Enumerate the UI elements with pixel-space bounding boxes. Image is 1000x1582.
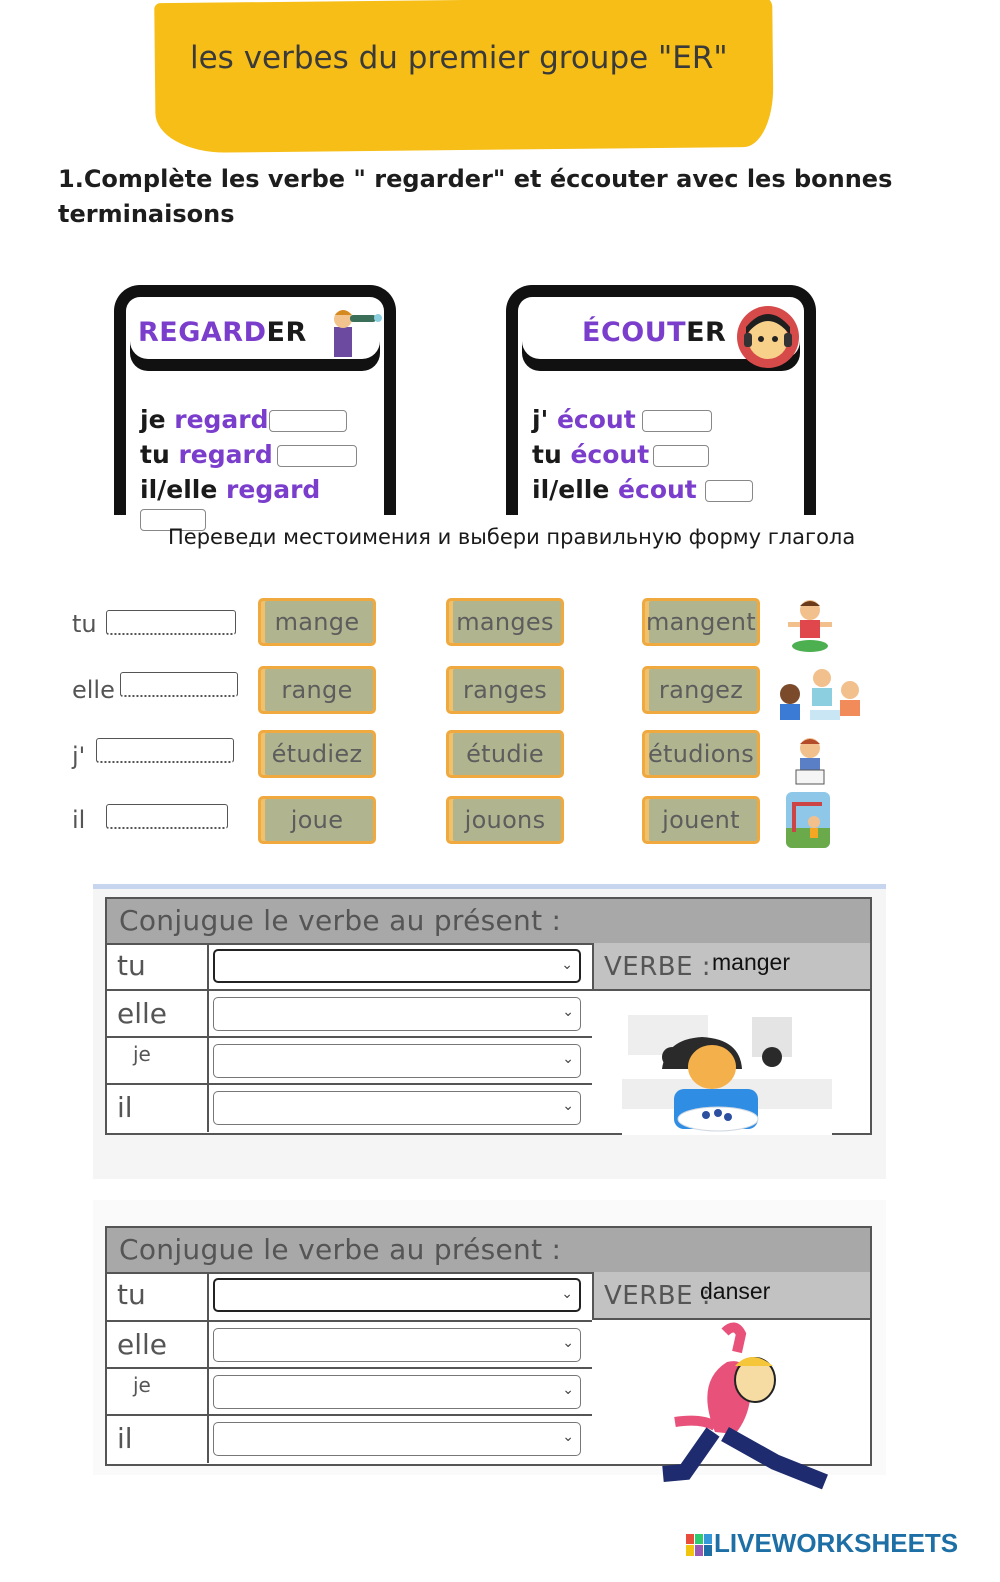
logo-grid-icon — [686, 1534, 712, 1556]
card-header — [522, 301, 800, 371]
card-regarder — [114, 285, 396, 515]
verb-option-chip[interactable]: étudie — [446, 730, 564, 778]
verb-option-chip[interactable]: mange — [258, 598, 376, 646]
row-pronoun: il — [117, 1091, 133, 1124]
pronoun-label: elle — [72, 676, 115, 704]
exercise1-instruction: 1.Complète les verbe " regarder" et éccouter avec les bonnes terminaisons — [58, 165, 893, 228]
liveworksheets-logo: LIVEWORKSHEETS — [686, 1528, 958, 1559]
pronoun-label: j' — [72, 742, 86, 770]
card-header — [130, 301, 380, 371]
verb-cell — [592, 1272, 870, 1320]
row-pronoun: je — [133, 1042, 151, 1066]
verb-label: VERBE : — [604, 952, 712, 982]
pronoun-label: tu — [72, 610, 97, 638]
row-pronoun: elle — [117, 997, 168, 1030]
verb-select[interactable] — [213, 1091, 581, 1125]
regarder-line-il: il/elle regard — [140, 475, 384, 533]
spyglass-boy-icon — [328, 305, 384, 361]
exercise2-instruction: Переведи местоимения и выбери правильную форму глагола — [168, 525, 856, 549]
chevron-down-icon: ⌄ — [562, 1051, 574, 1067]
title-banner — [154, 0, 774, 153]
ending-input[interactable] — [705, 480, 753, 502]
table-row — [107, 1272, 592, 1322]
verb-select[interactable] — [213, 1044, 581, 1078]
table-row — [107, 1038, 592, 1085]
verb-option-chip[interactable]: étudiez — [258, 730, 376, 778]
conjugation-table — [105, 897, 872, 1135]
girl-eating-illustration — [622, 1009, 832, 1135]
playground-icon — [786, 792, 830, 848]
row-pronoun: je — [133, 1373, 151, 1397]
verb-value: danser — [700, 1278, 771, 1304]
ecouter-line-tu: tu écout — [532, 440, 709, 469]
row-pronoun: elle — [117, 1328, 168, 1361]
table-row — [107, 1085, 592, 1132]
table-heading: Conjugue le verbe au présent : — [107, 899, 870, 945]
row-pronoun: tu — [117, 949, 146, 982]
page-title: les verbes du premier groupe "ER" — [190, 40, 728, 76]
tidying-kids-icon — [770, 664, 870, 726]
verb-cell — [592, 943, 870, 991]
ecouter-line-il: il/elle écout — [532, 475, 753, 504]
card-title: ÉCOUTER — [582, 317, 727, 348]
table-row — [107, 1322, 592, 1369]
verb-select[interactable] — [213, 997, 581, 1031]
headphones-girl-icon — [736, 305, 800, 369]
row-pronoun: il — [117, 1422, 133, 1455]
verb-label: VERBE : — [604, 1281, 712, 1311]
ending-input[interactable] — [269, 410, 347, 432]
verb-option-chip[interactable]: mangent — [642, 598, 760, 646]
table-row — [107, 1416, 592, 1463]
table-row — [107, 1369, 592, 1416]
verb-select[interactable] — [213, 1375, 581, 1409]
verb-value: manger — [712, 949, 790, 975]
verb-select[interactable] — [213, 949, 581, 983]
verb-select[interactable] — [213, 1278, 581, 1312]
pronoun-translation-input[interactable] — [120, 672, 238, 697]
dancing-man-illustration — [655, 1322, 835, 1494]
chevron-down-icon: ⌄ — [562, 1382, 574, 1398]
verb-option-chip[interactable]: rangez — [642, 666, 760, 714]
pronoun-label: il — [72, 806, 86, 834]
verb-option-chip[interactable]: jouent — [642, 796, 760, 844]
ecouter-line-je: j' écout — [532, 405, 712, 434]
chevron-down-icon: ⌄ — [562, 1004, 574, 1020]
verb-option-chip[interactable]: joue — [258, 796, 376, 844]
pronoun-translation-input[interactable] — [106, 610, 236, 635]
table-row — [107, 943, 592, 991]
chevron-down-icon: ⌄ — [562, 1335, 574, 1351]
chevron-down-icon: ⌄ — [562, 1098, 574, 1114]
chevron-down-icon: ⌄ — [562, 1429, 574, 1445]
chevron-down-icon: ⌄ — [561, 957, 573, 973]
verb-option-chip[interactable]: manges — [446, 598, 564, 646]
card-title: REGARDER — [138, 317, 307, 348]
table-heading: Conjugue le verbe au présent : — [107, 1228, 870, 1274]
card-ecouter — [506, 285, 816, 515]
verb-select[interactable] — [213, 1422, 581, 1456]
table-row — [107, 991, 592, 1038]
verb-option-chip[interactable]: ranges — [446, 666, 564, 714]
studying-kid-icon — [790, 736, 830, 788]
verb-select[interactable] — [213, 1328, 581, 1362]
regarder-line-je: je regard — [140, 405, 347, 434]
regarder-line-tu: tu regard — [140, 440, 357, 469]
ending-input[interactable] — [277, 445, 357, 467]
verb-option-chip[interactable]: étudions — [642, 730, 760, 778]
eating-kid-icon — [784, 596, 836, 656]
verb-option-chip[interactable]: range — [258, 666, 376, 714]
ending-input[interactable] — [653, 445, 709, 467]
ending-input[interactable] — [642, 410, 712, 432]
chevron-down-icon: ⌄ — [561, 1286, 573, 1302]
verb-option-chip[interactable]: jouons — [446, 796, 564, 844]
pronoun-translation-input[interactable] — [106, 804, 228, 829]
row-pronoun: tu — [117, 1278, 146, 1311]
pronoun-translation-input[interactable] — [96, 738, 234, 763]
